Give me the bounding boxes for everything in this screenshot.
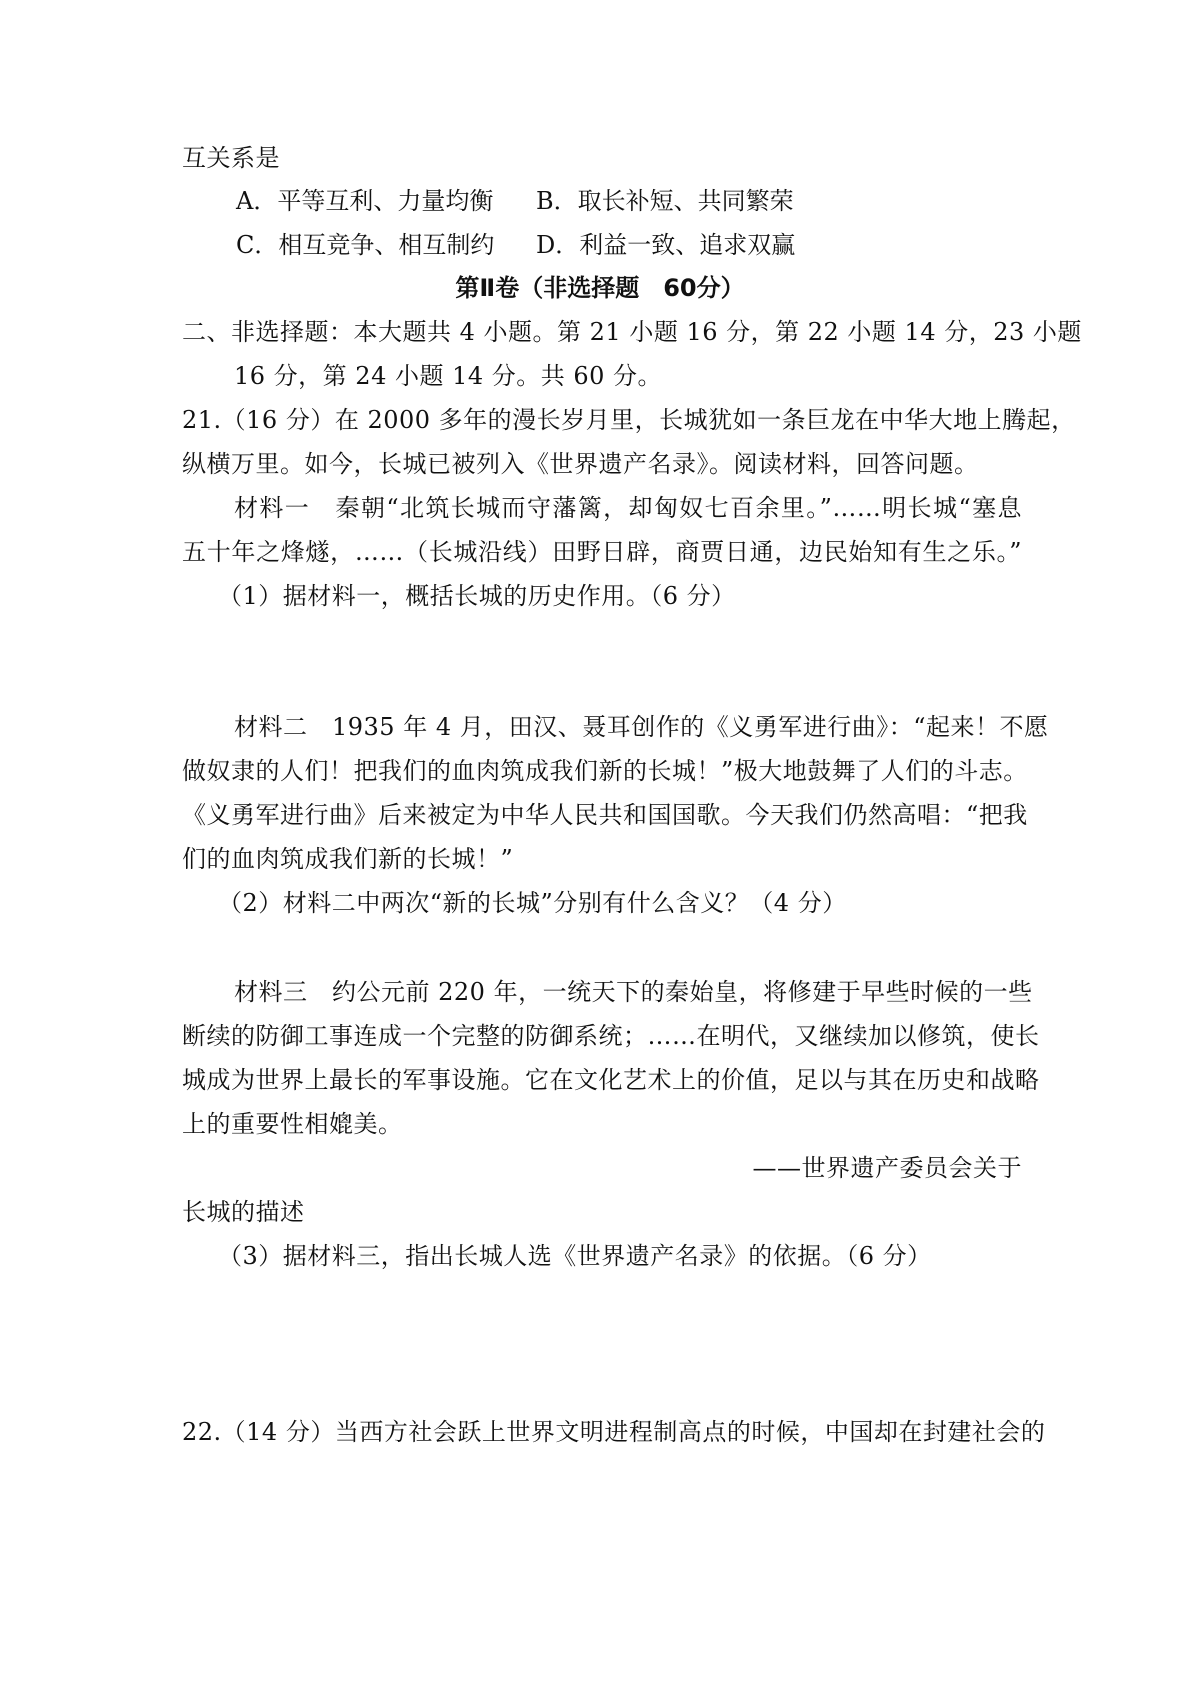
sub-question-3: （3）据材料三，指出长城人选《世界遗产名录》的依据。（6 分） — [218, 1242, 932, 1270]
instructions-line-2: 16 分，第 24 小题 14 分。共 60 分。 — [234, 362, 663, 390]
question-21-intro-line-2: 纵横万里。如今，长城已被列入《世界遗产名录》。阅读材料，回答问题。 — [182, 450, 979, 478]
material-3-source-line-1: ——世界遗产委员会关于 — [752, 1154, 1022, 1182]
option-d: D．利益一致、追求双赢 — [536, 231, 796, 259]
material-2-line-1: 材料二 1935 年 4 月，田汉、聂耳创作的《义勇军进行曲》：“起来！不愿 — [234, 713, 1049, 741]
material-1-line-1: 材料一 秦朝“北筑长城而守藩篱，却匈奴七百余里。”……明长城“塞息 — [234, 494, 1022, 522]
question-22-intro: 22.（14 分）当西方社会跃上世界文明进程制高点的时候，中国却在封建社会的 — [182, 1418, 1046, 1446]
sub-question-1: （1）据材料一，概括长城的历史作用。（6 分） — [218, 582, 736, 610]
option-row-2 — [236, 229, 836, 261]
material-2-line-2: 做奴隶的人们！把我们的血肉筑成我们新的长城！”极大地鼓舞了人们的斗志。 — [182, 757, 1028, 785]
option-c: C．相互竞争、相互制约 — [236, 231, 495, 259]
option-row-1 — [236, 185, 836, 217]
option-a: A．平等互利、力量均衡 — [236, 187, 494, 215]
material-2-line-4: 们的血肉筑成我们新的长城！” — [182, 845, 514, 873]
material-1-line-2: 五十年之烽燧，……（长城沿线）田野日辟，商贾日通，边民始知有生之乐。” — [182, 538, 1022, 566]
instructions-line-1: 二、非选择题：本大题共 4 小题。第 21 小题 16 分，第 22 小题 14 分，23 小题 — [182, 318, 1082, 346]
material-3-line-1: 材料三 约公元前 220 年，一统天下的秦始皇，将修建于早些时候的一些 — [234, 978, 1033, 1006]
option-b: B．取长补短、共同繁荣 — [536, 187, 794, 215]
question-21-intro-line-1: 21.（16 分）在 2000 多年的漫长岁月里，长城犹如一条巨龙在中华大地上腾起， — [182, 406, 1076, 434]
material-3-source-line-2: 长城的描述 — [182, 1198, 305, 1226]
material-3-line-3: 城成为世界上最长的军事设施。它在文化艺术上的价值，足以与其在历史和战略 — [182, 1066, 1040, 1094]
sub-question-2: （2）材料二中两次“新的长城”分别有什么含义？（4 分） — [218, 889, 847, 917]
material-3-line-4: 上的重要性相媲美。 — [182, 1110, 403, 1138]
material-2-line-3: 《义勇军进行曲》后来被定为中华人民共和国国歌。今天我们仍然高唱：“把我 — [182, 801, 1028, 829]
section-title: 第Ⅱ卷（非选择题 60分） — [455, 274, 745, 302]
question-20-tail: 互关系是 — [182, 144, 280, 172]
material-3-line-2: 断续的防御工事连成一个完整的防御系统；……在明代，又继续加以修筑，使长 — [182, 1022, 1040, 1050]
